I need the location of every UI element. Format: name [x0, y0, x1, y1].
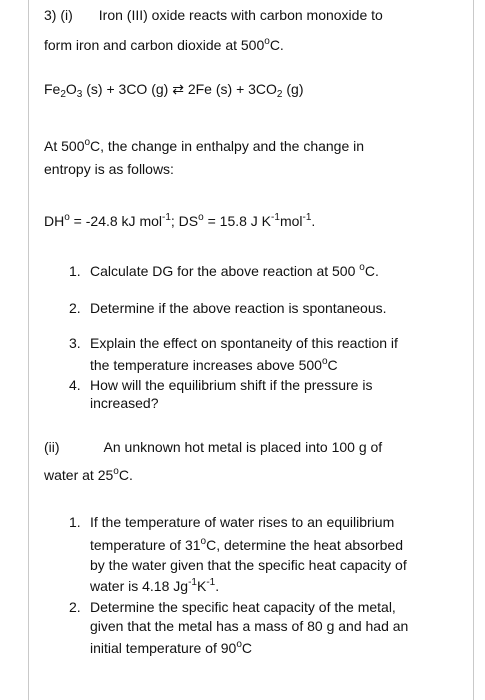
- part-ii-line1: (ii) An unknown hot metal is placed into 100 g of: [44, 439, 383, 455]
- question-3-intro-line1: 3) (i) Iron (III) oxide reacts with carbon monoxide to: [44, 7, 383, 23]
- question-label: 3) (i): [44, 7, 73, 23]
- equilibrium-arrow: ⇄: [172, 81, 184, 97]
- conditions-line2: entropy is as follows:: [44, 161, 174, 177]
- right-margin-line: [473, 0, 474, 700]
- part-ii-label: (ii): [44, 439, 60, 455]
- conditions-line1: At 500$^o$C, the change in enthalpy and the change in: [44, 137, 365, 154]
- left-margin-line: [28, 0, 29, 700]
- question-3-intro-line2: form iron and carbon dioxide at 500$^o$C.: [44, 36, 284, 53]
- thermo-values: $DH^o = -24.8$ kJ mol$^{-1}$; $DS^o = 15.8$ J $K^{-1}mol^{-1}$.: [44, 212, 316, 229]
- chemical-equation: $Fe_2O_3$ (s) + 3CO (g) ⇄ 2Fe $(s) + 3CO_2$ (g): [44, 81, 304, 100]
- part-ii-line2: water at 25$^o$C.: [44, 466, 133, 483]
